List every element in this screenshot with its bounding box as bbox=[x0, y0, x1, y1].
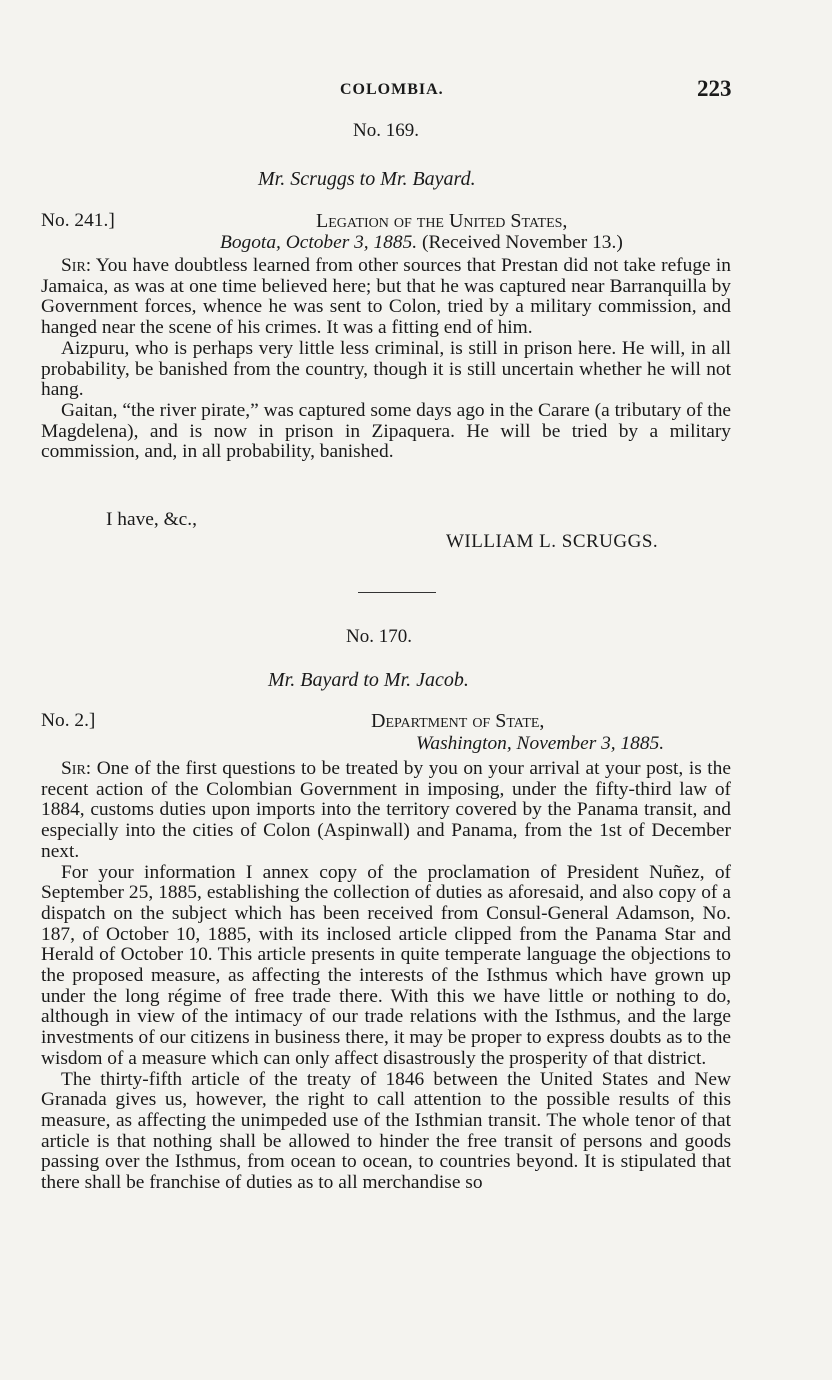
letter-body bbox=[41, 256, 731, 463]
paragraph: Sir: One of the first questions to be treated by you on your arrival at your post, is the recent action of the Colombian Government in imposing, under the fifty-third law of 1884, customs duties upon imports into the territory covered by the Panama transit, and especially into the cities of Colon (Aspinwall) and Panama, from the 1st of December next. bbox=[41, 758, 731, 862]
document-number: No. 170. bbox=[346, 626, 412, 647]
signature: WILLIAM L. SCRUGGS. bbox=[446, 531, 659, 552]
paragraph: Sir: You have doubtless learned from other sources that Prestan did not take refuge in Jamaica, as was at one time believed here; but that he was captured near Barranquilla by Government forces, whence he was sent to Colon, tried by a military commission, and hanged near the scene of his crimes. It was a fitting end of him. bbox=[41, 255, 731, 339]
paragraph: For your information I annex copy of the proclamation of President Nuñez, of September 25, 1885, establishing the collection of duties as aforesaid, and also copy of a dispatch on the subject which has been received from Consul-General Adamson, No. 187, of October 10, 1885, with its inclosed article clipped from the Panama Star and Herald of October 10. This article presents in quite temperate language the objections to the proposed measure, as affecting the interests of the Isthmus which have grown up under the long régime of free trade there. With this we have little or nothing to do, although in view of the intimacy of our trade relations with the Isthmus, and the large investments of our citizens in business there, it may be proper to express doubts as to the wisdom of a measure which can only affect disastrously the prosperity of that district. bbox=[41, 861, 731, 1069]
reference-number: No. 241.] bbox=[41, 210, 115, 231]
salutation: Sir: bbox=[61, 758, 92, 779]
paragraph: The thirty-fifth article of the treaty of 1846 between the United States and New Granada gives us, however, the right to call attention to the possible results of this measure, as affecting the unimpeded use of the Isthmian transit. The whole tenor of that article is that nothing shall be allowed to hinder the free transit of persons and goods passing over the Isthmus, from ocean to ocean, to countries beyond. It is stipulated that there shall be franchise of duties as to all merchandise so bbox=[41, 1068, 731, 1194]
paragraph: Gaitan, “the river pirate,” was captured some days ago in the Carare (a tributary of the Magdelena), and is now in prison in Zipaquera. He will be tried by a military commission, and, in all probability, banished. bbox=[41, 399, 731, 463]
salutation: Sir: bbox=[61, 255, 92, 276]
document-number: No. 169. bbox=[353, 120, 419, 141]
running-header-title: COLOMBIA. bbox=[340, 81, 444, 98]
letter-body bbox=[41, 759, 731, 1194]
closing: I have, &c., bbox=[106, 509, 197, 530]
section-divider bbox=[358, 592, 436, 593]
place-date: Washington, November 3, 1885. bbox=[416, 733, 665, 754]
sender-office: Department of State, bbox=[371, 710, 545, 732]
reference-number: No. 2.] bbox=[41, 710, 96, 731]
paragraph: Aizpuru, who is perhaps very little less criminal, is still in prison here. He will, in all probability, be banished from the country, though it is still uncertain whether he will not hang. bbox=[41, 337, 731, 401]
received-date: (Received November 13.) bbox=[421, 232, 623, 253]
sender-office: Legation of the United States, bbox=[316, 210, 568, 232]
page-number: 223 bbox=[697, 76, 732, 101]
document-title: Mr. Bayard to Mr. Jacob. bbox=[268, 669, 469, 691]
place-date-line bbox=[220, 232, 623, 254]
document-title: Mr. Scruggs to Mr. Bayard. bbox=[258, 168, 476, 190]
place-date: Bogota, October 3, 1885. bbox=[220, 232, 418, 253]
